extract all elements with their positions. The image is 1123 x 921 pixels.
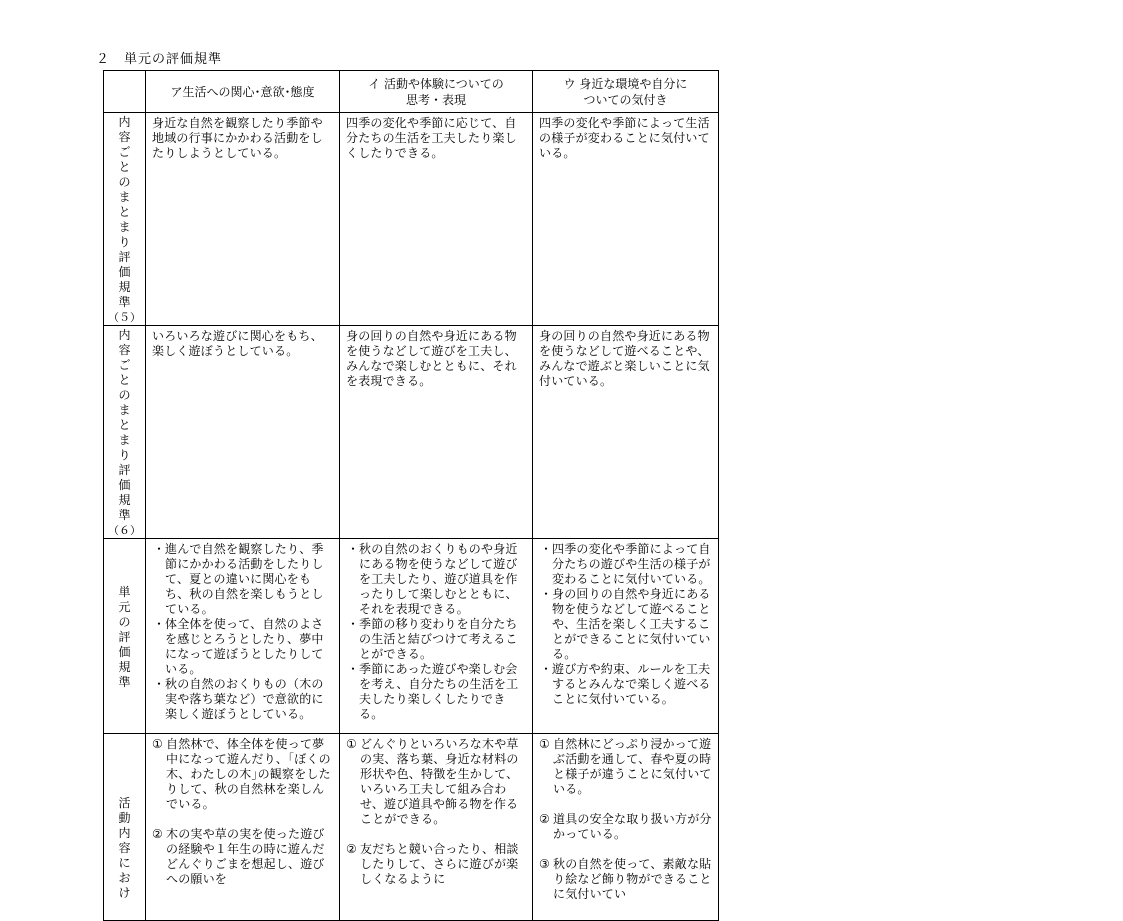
bullet-list [346,542,527,722]
table-row-activity [104,734,719,921]
bullet-mark: ・ [153,542,166,556]
row-label-unit-criteria [104,539,146,734]
list-item-text: 四季の変化や季節によって自分たちの遊びや生活の様子が変わることに気付いている。 [552,542,711,586]
list-item [346,617,527,662]
list-item-text: 進んで自然を観察したり、季節にかかわる活動をしたりして、夏との違いに関心をもち、秋の自然を楽しもうとしている。 [165,542,324,616]
section-title: ２ 単元の評価規準 [96,52,223,67]
list-item-text: どんぐりといろいろな木や草の実、落ち葉、身近な材料の形状や色、特徴を生かして、いろいろ工夫して組み合わせ、遊び道具や飾る物を作ることができる。 [360,737,519,826]
item-number: ② [152,827,163,841]
row-label-text: 内容ごとのまとまり評価規準 [118,328,131,522]
bullet-mark: ・ [347,662,360,676]
list-item-text: 秋の自然のおくりもの（木の実や落ち葉など）で意欲的に楽しく遊ぼうとしている。 [165,677,324,721]
row-label-text: 内容ごとのまとまり評価規準 [118,115,131,309]
list-item [539,737,713,797]
cell-activity-awareness [533,734,719,921]
list-item [346,737,527,827]
list-item-text: 季節の移り変わりを自分たちの生活と結びつけて考えることができる。 [359,617,518,661]
list-item [539,662,713,707]
row-label-number: （６） [108,524,141,537]
list-item [152,737,334,812]
item-number: ② [346,842,357,856]
item-number: ① [539,737,550,751]
list-item [539,542,713,587]
bullet-mark: ・ [540,587,553,601]
bullet-mark: ・ [153,677,166,691]
list-item [152,677,334,722]
list-item [346,842,527,887]
bullet-list [539,542,713,707]
item-number: ③ [539,857,550,871]
bullet-mark: ・ [540,662,553,676]
row-label-content5 [104,113,146,326]
cell-content5-awareness: 四季の変化や季節によって生活の様子が変わることに気付いている。 [533,113,719,326]
table-corner-cell [104,71,146,113]
table-row-content5 [104,113,719,326]
cell-content6-interest: いろいろな遊びに関心をもち、楽しく遊ぼうとしている。 [146,326,340,539]
numbered-list [152,737,334,887]
bullet-mark: ・ [347,542,360,556]
list-item [152,617,334,677]
list-item [152,542,334,617]
row-label-text: 活動内容におけ [118,796,131,900]
item-number: ① [346,737,357,751]
list-item-text: 秋の自然を使って、素敵な貼り絵など飾り物ができることに気付いてい [553,857,712,901]
item-number: ② [539,812,550,826]
item-number: ① [152,737,163,751]
cell-content6-thinking: 身の回りの自然や身近にある物を使うなどして遊びを工夫し、みんなで楽しむとともに、それを表現できる。 [340,326,533,539]
bullet-mark: ・ [153,617,166,631]
list-item-text: 季節にあった遊びや楽しむ会を考え、自分たちの生活を工夫したり楽しくしたりできる。 [359,662,519,721]
cell-content6-awareness: 身の回りの自然や身近にある物を使うなどして遊べることや、みんなで遊ぶと楽しいことに気付いている。 [533,326,719,539]
header-awareness: ウ 身近な環境や自分に ついての気付き [533,71,719,113]
row-label-activity [104,734,146,921]
cell-unit-awareness [533,539,719,734]
numbered-list [346,737,527,887]
list-item-text: 身の回りの自然や身近にある物を使うなどして遊べることや、生活を楽しく工夫することができることに気付いている。 [552,587,711,661]
cell-unit-interest [146,539,340,734]
cell-content5-interest: 身近な自然を観察したり季節や地域の行事にかかわる活動をしたりしようとしている。 [146,113,340,326]
header-row [104,71,719,113]
cell-content5-thinking: 四季の変化や季節に応じて、自分たちの生活を工夫したり楽しくしたりできる。 [340,113,533,326]
row-label-content6 [104,326,146,539]
list-item-text: 友だちと競い合ったり、相談したりして、さらに遊びが楽しくなるように [360,842,519,886]
list-item-text: 道具の安全な取り扱い方が分かっている。 [553,812,712,841]
row-label-text: 単元の評価規準 [118,584,131,689]
list-item [152,827,334,887]
list-item [346,662,527,722]
cell-activity-thinking [340,734,533,921]
list-item-text: 遊び方や約束、ルールを工夫するとみんなで楽しく遊べることに気付いている。 [552,662,711,706]
row-label-number: （５） [108,311,141,324]
list-item [539,812,713,842]
table-row-content6 [104,326,719,539]
bullet-mark: ・ [347,617,360,631]
header-interest: ア生活への関心･意欲･態度 [146,71,340,113]
list-item-text: 秋の自然のおくりものや身近にある物を使うなどして遊びを工夫したり、遊び道具を作ったりして楽しむとともに、それを表現できる。 [359,542,518,616]
table-row-unit-criteria [104,539,719,734]
header-thinking: イ 活動や体験についての 思考・表現 [340,71,533,113]
list-item-text: 体全体を使って、自然のよさを感じとろうとしたり、夢中になって遊ぼうとしたりしている。 [165,617,324,676]
list-item [346,542,527,617]
cell-activity-interest [146,734,340,921]
bullet-mark: ・ [540,542,553,556]
list-item-text: 木の実や草の実を使った遊びの経験や１年生の時に遊んだどんぐりごまを想起し、遊びへの願いを [166,827,325,886]
bullet-list [152,542,334,722]
list-item-text: 自然林で、体全体を使って夢中になって遊んだり、｢ぼくの木、わたしの木｣の観察をしたりして、秋の自然林を楽しんでいる。 [166,737,331,811]
list-item [539,857,713,902]
cell-unit-thinking [340,539,533,734]
numbered-list [539,737,713,902]
list-item [539,587,713,662]
evaluation-criteria-table [103,70,719,921]
list-item-text: 自然林にどっぷり浸かって遊ぶ活動を通して、春や夏の時と様子が違うことに気付いている。 [553,737,712,796]
